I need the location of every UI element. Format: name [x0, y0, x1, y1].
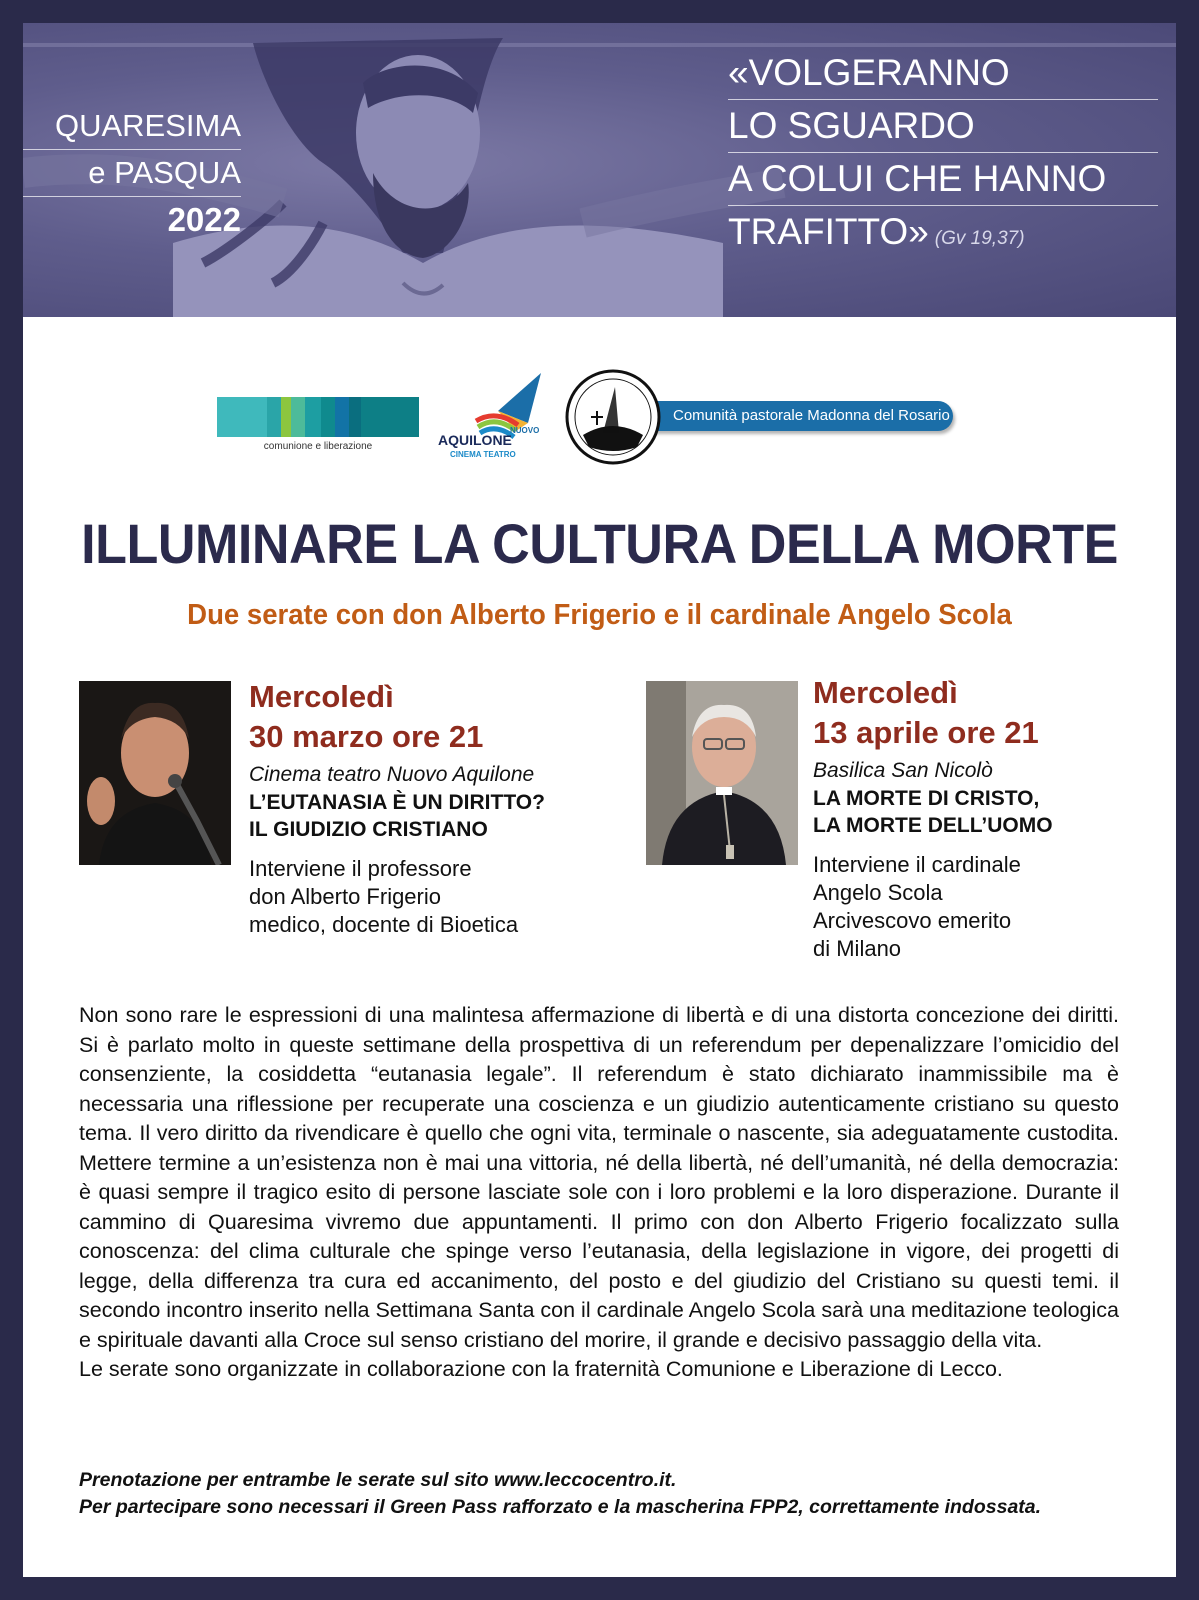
- comunita-seal-icon: [563, 367, 663, 467]
- event-1-title-line: IL GIUDIZIO CRISTIANO: [249, 818, 488, 841]
- cl-color-bar: [267, 397, 281, 437]
- event-2-venue: Basilica San Nicolò: [813, 759, 993, 782]
- booking-note: Prenotazione per entrambe le serate sul sito www.leccocentro.it.: [79, 1469, 677, 1491]
- aquilone-main: AQUILONE: [438, 432, 512, 448]
- green-pass-note: Per partecipare sono necessari il Green Pass rafforzato e la mascherina FPP2, correttamente indossata.: [79, 1496, 1042, 1518]
- sponsor-logos: [23, 343, 1176, 473]
- event-1-speaker-line: Interviene il professore: [249, 856, 472, 881]
- event-1-speaker-line: don Alberto Frigerio: [249, 884, 441, 909]
- season-line-2: e PASQUA: [23, 150, 241, 197]
- cl-logo-text: comunione e liberazione: [263, 441, 373, 452]
- scripture-quote: [728, 47, 1158, 265]
- event-1-speaker-line: medico, docente di Bioetica: [249, 912, 519, 937]
- cl-color-bar: [361, 397, 419, 437]
- comunita-label: Comunità pastorale Madonna del Rosario: [633, 401, 953, 431]
- comunita-pastorale-logo: [563, 367, 1003, 467]
- speaker-portrait: [646, 681, 798, 865]
- aquilone-logo: [436, 373, 546, 463]
- event-2: [813, 673, 1153, 963]
- aquilone-small: NUOVO: [510, 426, 540, 435]
- cl-color-bar: [305, 397, 321, 437]
- poster: [23, 23, 1176, 1577]
- header-banner: [23, 23, 1176, 317]
- quote-line: LO SGUARDO: [728, 100, 1158, 153]
- quote-reference: (Gv 19,37): [934, 228, 1025, 249]
- cl-color-bar: [217, 397, 267, 437]
- season-line-1: QUARESIMA: [23, 103, 241, 150]
- quote-line-last: [728, 206, 1158, 265]
- cl-color-bar: [349, 397, 361, 437]
- quote-line: TRAFITTO»: [728, 211, 929, 252]
- event-2-title-line: LA MORTE DELL’UOMO: [813, 814, 1053, 837]
- event-1-venue: Cinema teatro Nuovo Aquilone: [249, 763, 535, 786]
- speaker-portrait: [79, 681, 231, 865]
- event-1-day: Mercoledì: [249, 679, 394, 714]
- quote-line: «VOLGERANNO: [728, 47, 1158, 100]
- description-paragraph: Non sono rare le espressioni di una malintesa affermazione di libertà e di una distorta concezione dei diritti. Si è parlato molto in queste settimane della prospettiva di un referendum per depenalizzare l’omicidio del consenziente, la cosiddetta “eutanasia legale”. Il referendum è stato dichiarato inammissibile ma è necessaria una riflessione per recuperate una coscienza e un giudizio autenticamente cristiano su questo tema. Il vero diritto da rivendicare è quello che ogni vita, terminale o nascente, sia adeguatamente custodita. Mettere termine a un’esistenza non è mai una vittoria, né della libertà, né dell’umanità, né della democrazia: è quasi sempre il tragico esito di persone lasciate sole con i loro problemi e la loro disperazione. Durante il cammino di Quaresima vivremo due appuntamenti. Il primo con don Alberto Frigerio focalizzato sulla conoscenza: del clima culturale che spinge verso l’eutanasia, della legislazione in vigore, dei progetti di legge, della differenza tra cura ed accanimento, del posto e del giudizio del Cristiano su questi temi. il secondo incontro inserito nella Settimana Santa con il cardinale Angelo Scola sarà una meditazione teologica e spirituale davanti alla Croce sul senso cristiano del morire, il grande e decisivo passaggio della vita.: [79, 1003, 1119, 1352]
- cl-color-bar: [291, 397, 305, 437]
- event-1: [249, 677, 629, 939]
- cl-color-bar: [281, 397, 291, 437]
- event-1-title-line: L’EUTANASIA È UN DIRITTO?: [249, 791, 545, 814]
- cl-color-bar: [335, 397, 349, 437]
- event-2-speaker-line: Interviene il cardinale: [813, 852, 1021, 877]
- event-2-speaker-line: Arcivescovo emerito: [813, 908, 1012, 933]
- photo-alberto-frigerio: [79, 681, 231, 865]
- photo-angelo-scola: [646, 681, 798, 865]
- cl-logo: [217, 397, 419, 455]
- event-2-date: 13 aprile ore 21: [813, 715, 1039, 750]
- description-closing: Le serate sono organizzate in collaborazione con la fraternità Comunione e Liberazione di Lecco.: [79, 1357, 1003, 1381]
- event-1-speaker: [249, 855, 629, 939]
- booking-notes: [79, 1467, 1139, 1521]
- season-block: [23, 103, 241, 243]
- kite-icon: [436, 373, 546, 463]
- description: [79, 1001, 1119, 1385]
- season-year: 2022: [167, 201, 241, 238]
- event-2-day: Mercoledì: [813, 675, 958, 710]
- cl-color-bars: [217, 397, 419, 437]
- page-subtitle: Due serate con don Alberto Frigerio e il cardinale Angelo Scola: [187, 599, 1012, 631]
- event-2-title-line: LA MORTE DI CRISTO,: [813, 787, 1040, 810]
- event-1-date: 30 marzo ore 21: [249, 719, 484, 754]
- aquilone-sub: CINEMA TEATRO: [450, 450, 516, 459]
- page-title: ILLUMINARE LA CULTURA DELLA MORTE: [81, 512, 1118, 575]
- event-2-speaker-line: Angelo Scola: [813, 880, 943, 905]
- quote-line: A COLUI CHE HANNO: [728, 153, 1158, 206]
- event-2-speaker-line: di Milano: [813, 936, 902, 961]
- event-2-speaker: [813, 851, 1153, 963]
- cl-color-bar: [321, 397, 335, 437]
